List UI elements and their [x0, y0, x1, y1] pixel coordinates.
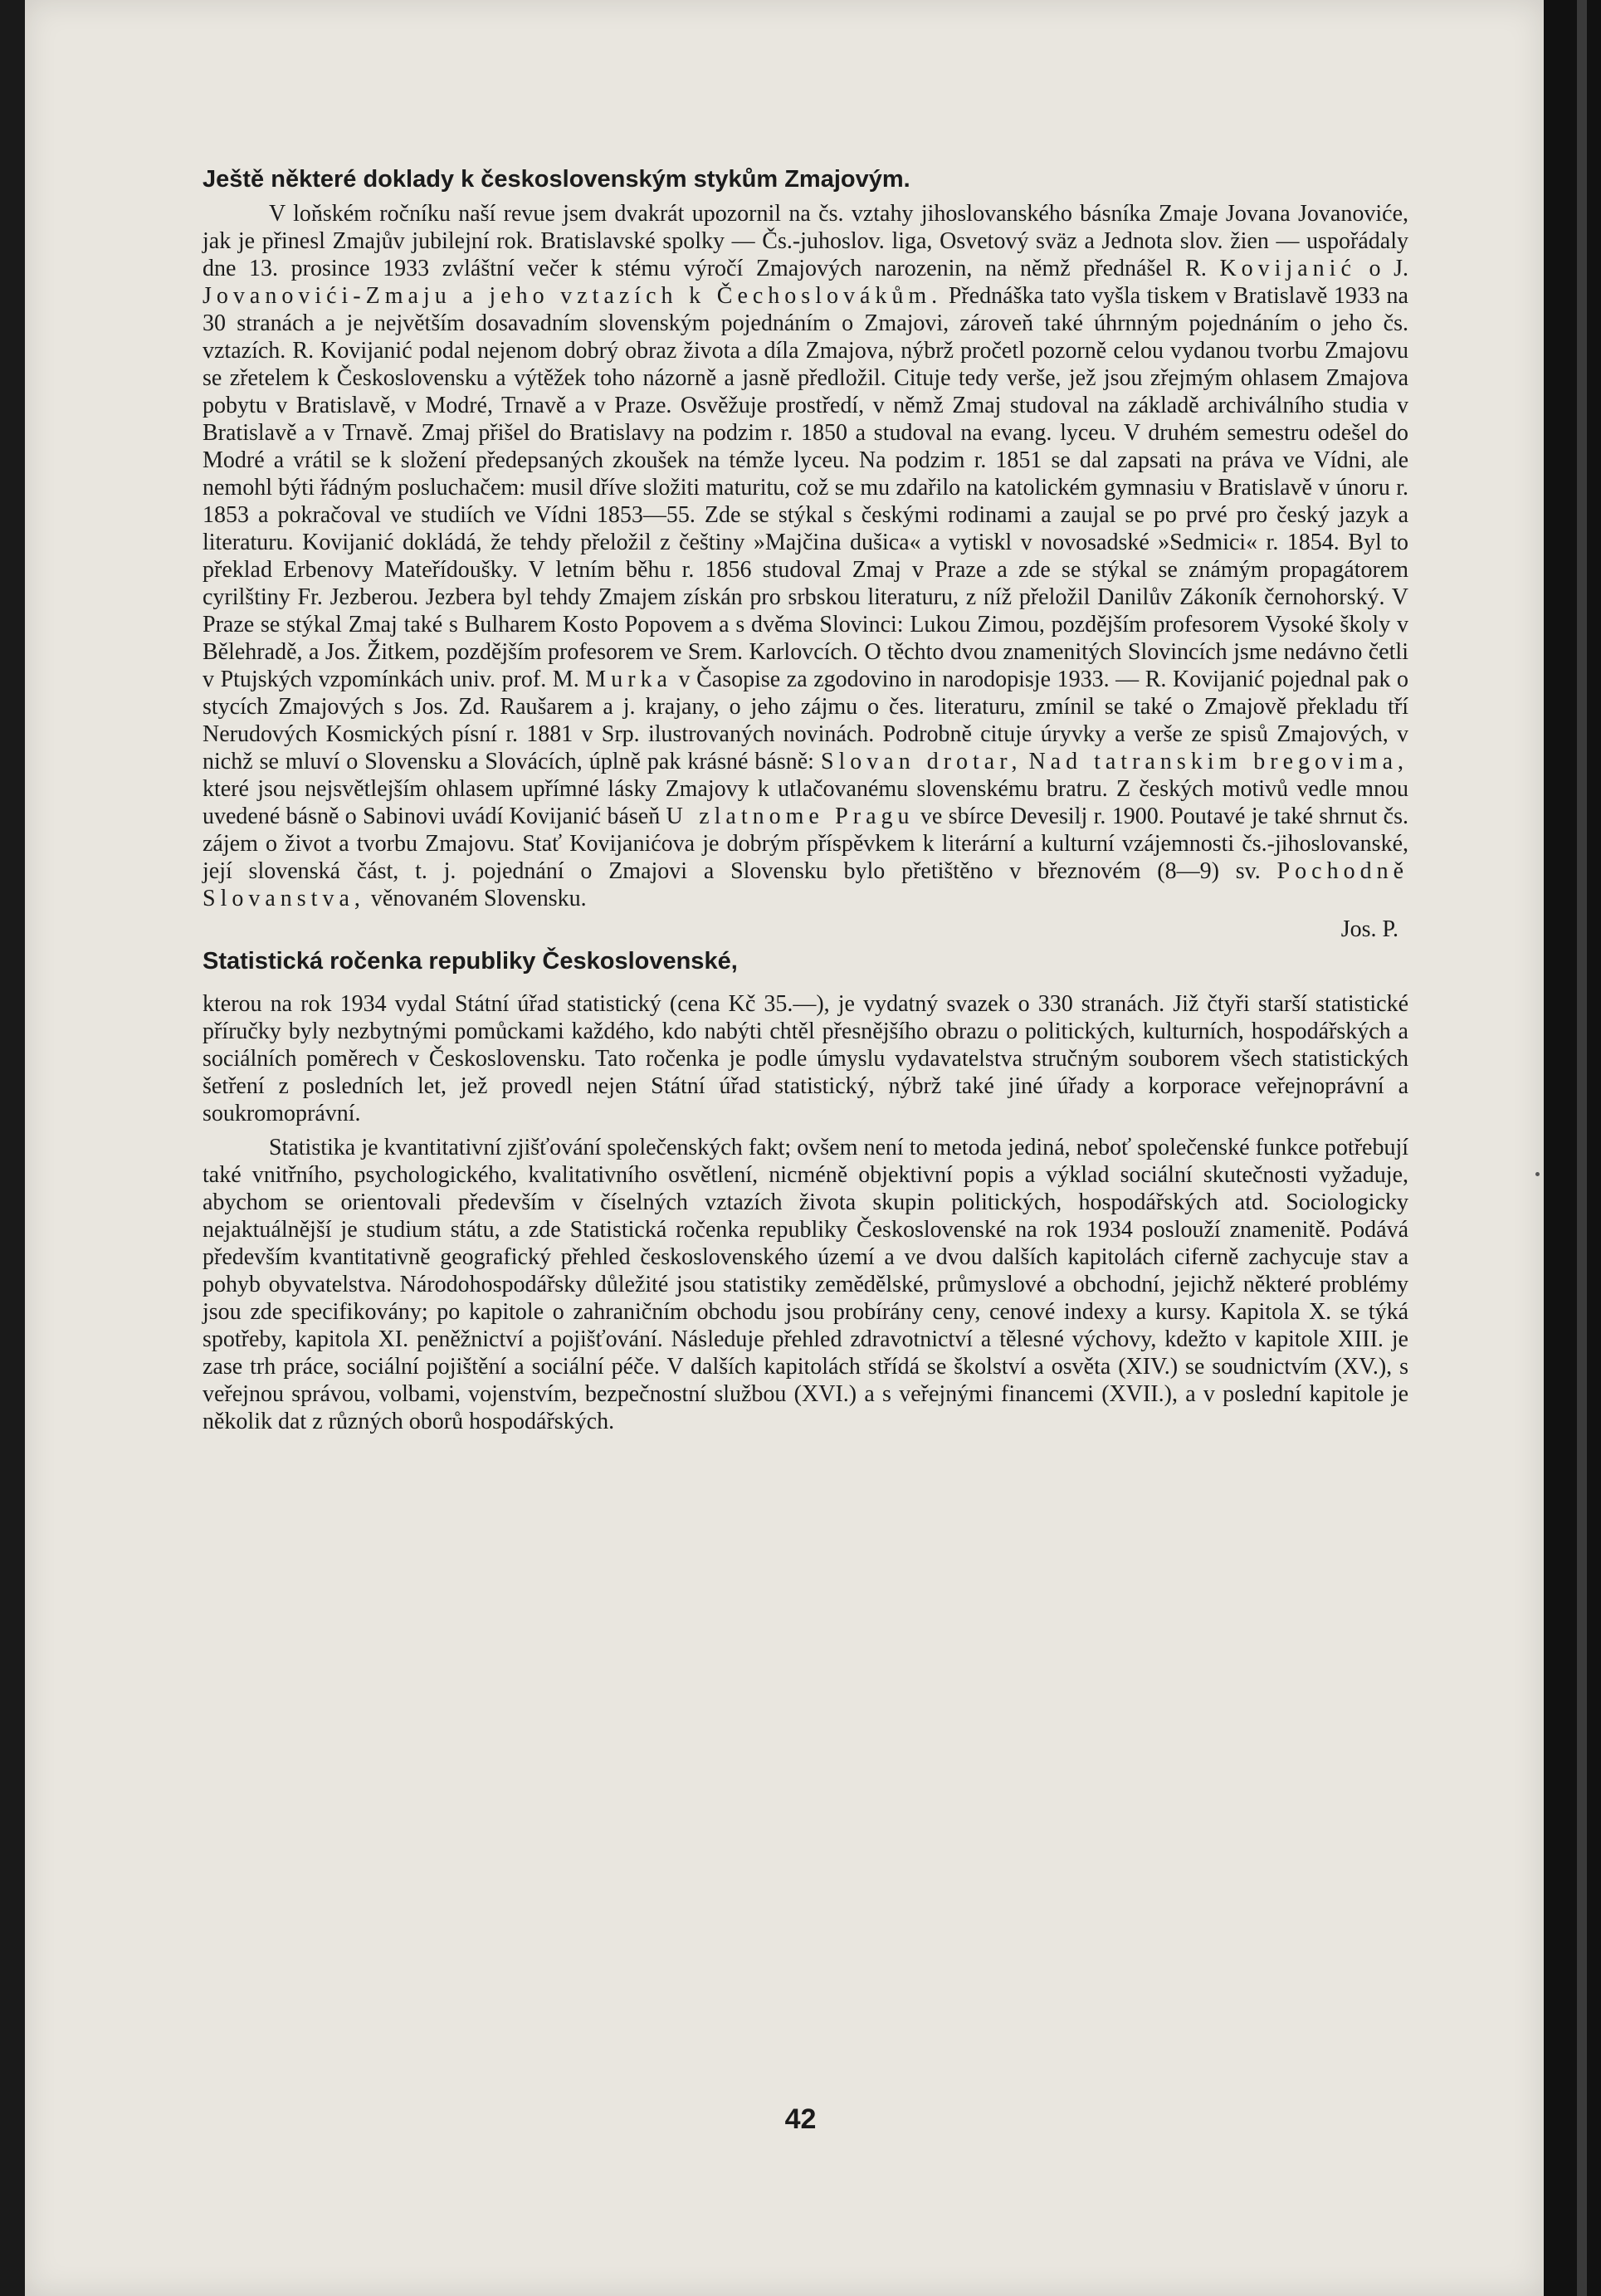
article-1-title: Ještě některé doklady k československým stykům Zmajovým. [203, 166, 910, 193]
spaced-poem-title-2: Nad tatranskim bregovima, [1028, 749, 1409, 774]
article-1-paragraph [203, 200, 1408, 912]
spaced-poem-title-1: Slovan drotar, [820, 749, 1023, 774]
article-body [203, 166, 1408, 1435]
text-run: v Časopise za zgodovino in narodopisje 1933. — R. Kovijanić pojednal pak o stycích Zmajových s Jos. Zd. Raušarem a j. krajany, o jeho zájmu o čes. literaturu, zmínil se také o Zmajově překladu tří Nerudových Kosmických písní r. 1881 v Srp. ilustrovaných novinách. Podrobně cituje úryvky a verše ze spisů Zmajových, v nichž se mluví o Slovensku a Slovácích, úplně pak krásné básně: [203, 667, 1409, 774]
text-run: věnovaném Slovensku. [364, 886, 587, 911]
text-run: Přednáška tato vyšla tiskem v Bratislavě 1933 na 30 stranách a je největším dosavadním slovenským pojednáním o Zmajovi, zároveň také úhrnným pojednáním o jeho čs. vztazích. R. Kovijanić podal nejenom dobrý obraz života a díla Zmajova, nýbrž pročetl pozorně celou vydanou tvorbu Zmajovu se zřetelem k Československu a výtěžek toho názorně a jasně předložil. Cituje tedy verše, jež jsou zřejmým ohlasem Zmajova pobytu v Bratislavě, v Modré, Trnavě a v Praze. Osvěžuje prostředí, v němž Zmaj studoval na základě archiválního studia v Bratislavě a v Trnavě. Zmaj přišel do Bratislavy na podzim r. 1850 a studoval na evang. lyceu. V druhém semestru odešel do Modré a vrátil se k složení předepsaných zkoušek na témže lyceu. Na podzim r. 1851 se dal zapsati na práva ve Vídni, ale nemohl býti řádným posluchačem: musil dříve složiti maturitu, což se mu zdařilo na katolickém gymnasiu v Bratislavě v únoru r. 1853 a pokračoval ve studiích ve Vídni 1853—55. Zde se stýkal s českými rodinami a zaujal se po prvé pro český jazyk a literaturu. Kovijanić dokládá, že tehdy přeložil z češtiny »Majčina dušica« a vytiskl v novosadské »Sedmici« r. 1854. Byl to překlad Erbenovy Mateřídoušky. V letním běhu r. 1856 studoval Zmaj v Praze a zde se stýkal se známým propagátorem cyrilštiny Fr. Jezberou. Jezbera byl tehdy Zmajem získán pro srbskou literaturu, z níž přeložil Danilův Zákoník černohorský. V Praze se stýkal Zmaj také s Bulharem Kosto Popovem a s dvěma Slovinci: Lukou Zimou, pozdějším profesorem Vysoké školy v Bělehradě, a Jos. Žitkem, pozdějším profesorem ve Srem. Karlovcích. O těchto dvou znamenitých Slovincích jsme nedávno četli v Ptujských vzpomínkách univ. prof. M. [203, 283, 1408, 692]
spaced-name-murko: Murka [585, 667, 672, 692]
text-run: které jsou nejsvětlejším ohlasem upřímné lásky Zmajovy k utlačovanému slovenskému bratru. Z českých motivů vedle mnou uvedené básně o Sabinovi uvádí Kovijanić báseň [203, 776, 1408, 829]
article-2-paragraph-2: Statistika je kvantitativní zjišťování společenských fakt; ovšem není to metoda jediná, neboť společenské funkce potřebují také vnitřního, psychologického, kvalitativního osvětlení, nicméně objektivní popis a výklad sociální skutečnosti vyžaduje, abychom se orientovali především v číselných vztazích života skupin politických, hospodářských atd. Sociologicky nejaktuálnější je studium státu, a zde Statistická ročenka republiky Československé na rok 1934 poslouží znamenitě. Podává především kvantitativně geografický přehled československého území a ve dvou dalších kapitolách ciferně zachycuje stav a pohyb obyvatelstva. Národohospodářsky důležité jsou statistiky zemědělské, průmyslové a obchodní, jejichž některé problémy jsou zde specifikovány; po kapitole o zahraničním obchodu jsou probírány ceny, cenové indexy a kursy. Kapitola X. se týká spotřeby, kapitola XI. peněžnictví a pojišťování. Následuje přehled zdravotnictví a tělesné výchovy, kdežto v kapitole XIII. je zase trh práce, sociální pojištění a sociální péče. V dalších kapitolách střídá se školství a osvěta (XIV.) se soudnictvím (XV.), s veřejnou správou, volbami, vojenstvím, bezpečnostní službou (XVI.) a s veřejnými financemi (XVII.), a v poslední kapitole je několik dat z různých oborů hospodářských. [203, 1135, 1408, 1434]
article-2-title: Statistická ročenka republiky Československé, [203, 948, 738, 975]
text-run: ve sbírce Devesilj r. 1900. Poutavé je také shrnut čs. zájem o život a tvorbu Zmajovu. Stať Kovijanićova je dobrým příspěvkem k literární a kulturní vzájemnosti čs.-jihoslovanské, její slovenská část, t. j. pojednání o Zmajovi a Slovensku bylo přetištěno v březnovém (8—9) sv. [203, 804, 1409, 884]
article-2-paragraph-1: kterou na rok 1934 vydal Státní úřad statistický (cena Kč 35.—), je vydatný svazek o 330 stranách. Již čtyři starší statistické příručky byly nezbytnými pomůckami každého, kdo nabýti chtěl přesnějšího obrazu o politických, kulturních, hospodářských a sociálních poměrech v Československu. Tato ročenka je podle úmyslu vydavatelstva stručným souborem všech statistických šetření z posledních let, jež provedl nejen Státní úřad statistický, nýbrž také jiné úřady a korporace veřejnoprávní a soukromoprávní. [203, 991, 1408, 1126]
page-edge-shadow [1544, 0, 1601, 2296]
page-number: 42 [784, 2103, 817, 2135]
text-run: V loňském ročníku naší revue jsem dvakrát upozornil na čs. vztahy jihoslovanského básníka Zmaje Jovana Jovanoviće, jak je přinesl Zmajův jubilejní rok. Bratislavské spolky — Čs.-juhoslov. liga, Osvetový sväz a Jednota slov. žien — uspořádaly dne 13. prosince 1933 zvláštní večer k stému výročí Zmajových narozenin, na němž přednášel R. [203, 201, 1408, 281]
spaced-poem-title-3: U zlatnome Pragu [666, 804, 915, 829]
spaced-journal-title: Pochodně Slovanstva, [203, 858, 1408, 911]
scan-speck [1535, 1172, 1540, 1176]
spaced-name-kovijanic: Kovijanić [1219, 256, 1356, 281]
text-run: o J. [1355, 256, 1408, 281]
article-1-signature: Jos. P. [1340, 916, 1398, 942]
page-edge-stripe [1577, 0, 1587, 2296]
spaced-talk-title: Jovanovići-Zmaju a jeho vztazích k Čechoslovákům. [203, 283, 943, 309]
